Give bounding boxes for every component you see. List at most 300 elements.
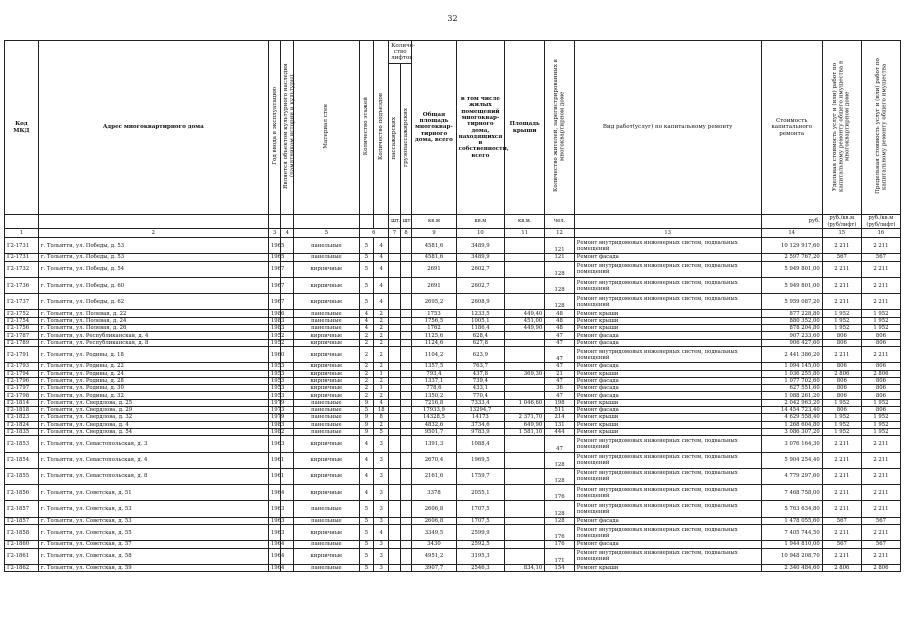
header-total-area: Общая площадь многоквар-тирного дома, всего [412, 41, 456, 215]
header-premises-area: в том числе жилых помещений многоквар-тирного дома, находящихся в собственности, всего [456, 41, 505, 215]
cell-year: 1953 [268, 363, 281, 370]
cell-u2: 806 [861, 407, 900, 414]
cell-year: 1983 [268, 421, 281, 428]
cell-cost: 5 904 254,40 [761, 452, 822, 468]
cell-year: 1953 [268, 392, 281, 399]
unit-m2-b: кв.м [456, 215, 505, 229]
header-work-type: Вид работ(услуг) по капитальному ремонту [574, 41, 761, 215]
cell-empty [389, 541, 401, 548]
cell-cost: 1 094 145,00 [761, 363, 822, 370]
cell-roof [505, 377, 545, 384]
cell-empty [389, 548, 401, 564]
cell-fl: 4 [359, 452, 374, 468]
cell-fl: 4 [359, 436, 374, 452]
cell-work: Ремонт крыши [574, 428, 761, 435]
cell-area: 3378 [412, 485, 456, 501]
cell-u2: 567 [861, 254, 900, 261]
cell-roof [505, 541, 545, 548]
cell-en: 2 [374, 325, 389, 332]
cell-area: 3907,7 [412, 564, 456, 571]
cell-u2: 806 [861, 385, 900, 392]
cell-year: 1979 [268, 414, 281, 421]
cell-roof [505, 346, 545, 362]
cell-res: 121 [545, 238, 575, 254]
cell-roof [505, 332, 545, 339]
cell-area: 793,4 [412, 370, 456, 377]
cell-u1: 1 952 [822, 428, 861, 435]
cell-cost: 10 948 208,70 [761, 548, 822, 564]
cell-year: 1967 [268, 277, 281, 293]
cell-empty [389, 421, 401, 428]
cell-en: 2 [374, 332, 389, 339]
cell-res: 176 [545, 525, 575, 541]
cell-roof [505, 254, 545, 261]
cell-addr: г. Тольятти, ул. Победы, д. 53 [38, 238, 268, 254]
cell-roof [505, 392, 545, 399]
cell-roof: 449,40 [505, 310, 545, 317]
column-number: 15 [822, 229, 861, 238]
cell-res: 176 [545, 485, 575, 501]
cell-empty [400, 485, 412, 501]
table-row [5, 254, 901, 261]
cell-area: 2695,2 [412, 294, 456, 310]
cell-cost: 627 551,60 [761, 385, 822, 392]
cell-addr: г. Тольятти, ул. Советская, д. 55 [38, 525, 268, 541]
column-number: 6 [359, 229, 389, 238]
header-year: Год ввода в эксплуатацию [268, 41, 281, 215]
cell-wall: панельные [294, 407, 359, 414]
cell-u2: 2 211 [861, 238, 900, 254]
cell-fl: 5 [359, 501, 374, 517]
cell-year: 1963 [268, 436, 281, 452]
cell-u1: 2 211 [822, 346, 861, 362]
cell-wall: кирпичные [294, 277, 359, 293]
cell-wall: панельные [294, 414, 359, 421]
cell-prem: 1707,5 [456, 517, 505, 524]
cell-kod: Г2-1787 [5, 332, 39, 339]
cell-area: 2161,6 [412, 468, 456, 484]
cell-cost: 2 340 484,60 [761, 564, 822, 571]
cell-empty [400, 346, 412, 362]
table-row [5, 517, 901, 524]
cell-u2: 2 211 [861, 501, 900, 517]
cell-prem: 2602,7 [456, 277, 505, 293]
cell-year: 1964 [268, 541, 281, 548]
cell-kod: Г2-1797 [5, 385, 39, 392]
cell-fl: 2 [359, 370, 374, 377]
table-row [5, 310, 901, 317]
cell-work: Ремонт крыши [574, 564, 761, 571]
table-row [5, 548, 901, 564]
header-entrances: Количество подъездов [374, 41, 389, 215]
cell-roof: 2 371,70 [505, 414, 545, 421]
cell-u1: 2 806 [822, 370, 861, 377]
cell-year: 1961 [268, 452, 281, 468]
cell-res: 48 [545, 317, 575, 324]
cell-fl: 4 [359, 468, 374, 484]
cell-res: 48 [545, 325, 575, 332]
cell-en: 2 [374, 346, 389, 362]
header-walls: Материал стен [294, 41, 359, 215]
cell-u1: 2 211 [822, 452, 861, 468]
column-number: 8 [400, 229, 412, 238]
column-number: 9 [412, 229, 456, 238]
cell-u1: 1 952 [822, 399, 861, 406]
cell-kod: Г2-1860 [5, 541, 39, 548]
cell-area: 1350,2 [412, 392, 456, 399]
cell-addr: г. Тольятти, ул. Родины, д. 18 [38, 346, 268, 362]
table-row [5, 377, 901, 384]
cell-u1: 2 211 [822, 525, 861, 541]
cell-en: 5 [374, 428, 389, 435]
cell-cost: 1 268 604,80 [761, 421, 822, 428]
cell-u2: 567 [861, 517, 900, 524]
cell-roof [505, 385, 545, 392]
cell-en: 4 [374, 277, 389, 293]
cell-area: 3430 [412, 541, 456, 548]
cell-u2: 2 211 [861, 468, 900, 484]
column-number-row [5, 229, 901, 238]
table-row [5, 346, 901, 362]
cell-kod: Г2-1814 [5, 399, 39, 406]
cell-addr: г. Тольятти, ул. Родины, д. 24 [38, 370, 268, 377]
cell-u2: 2 211 [861, 436, 900, 452]
cell-kod: Г2-1857 [5, 517, 39, 524]
cell-u1: 567 [822, 517, 861, 524]
cell-empty [400, 332, 412, 339]
cell-u2: 1 952 [861, 310, 900, 317]
cell-year: 1973 [268, 407, 281, 414]
cell-empty [400, 310, 412, 317]
cell-addr: г. Тольятти, ул. Полевая, д. 22 [38, 310, 268, 317]
cell-empty [400, 414, 412, 421]
cell-prem: 3195,3 [456, 548, 505, 564]
cell-empty [389, 414, 401, 421]
cell-roof: 649,90 [505, 421, 545, 428]
cell-work: Ремонт крыши [574, 310, 761, 317]
cell-wall: кирпичные [294, 363, 359, 370]
cell-wall: кирпичные [294, 261, 359, 277]
column-number: 14 [761, 229, 822, 238]
cell-prem: 3734,6 [456, 421, 505, 428]
cell-empty [400, 254, 412, 261]
cell-fl: 5 [359, 238, 374, 254]
cell-empty [400, 363, 412, 370]
cell-empty [400, 238, 412, 254]
cell-addr: г. Тольятти, ул. Родины, д. 32 [38, 392, 268, 399]
cell-res: 128 [545, 261, 575, 277]
cell-roof: 449,90 [505, 325, 545, 332]
cell-addr: г. Тольятти, ул. Советская, д. 53 [38, 517, 268, 524]
cell-work: Ремонт фасада [574, 407, 761, 414]
cell-cost: 2 597 767,20 [761, 254, 822, 261]
cell-kod: Г2-1857 [5, 501, 39, 517]
cell-u1: 806 [822, 363, 861, 370]
cell-addr: г. Тольятти, ул. Советская, д. 58 [38, 548, 268, 564]
cell-kod: Г2-1731 [5, 238, 39, 254]
header-unit-cost: Удельная стоимость услуг и (или) работ по капитальному ремонту общего имущества в многоквартирном доме [822, 41, 861, 215]
cell-cost: 3 086 307,20 [761, 428, 822, 435]
cell-wall: кирпичные [294, 370, 359, 377]
table-row [5, 294, 901, 310]
cell-prem: 628,4 [456, 332, 505, 339]
cell-empty [389, 525, 401, 541]
cell-prem: 1233,5 [456, 310, 505, 317]
cell-kod: Г2-1853 [5, 436, 39, 452]
cell-en: 3 [374, 501, 389, 517]
cell-wall: кирпичные [294, 332, 359, 339]
cell-res: 47 [545, 332, 575, 339]
cell-work: Ремонт фасада [574, 541, 761, 548]
table-row [5, 238, 901, 254]
cell-prem: 1005,1 [456, 317, 505, 324]
cell-fl: 5 [359, 407, 374, 414]
cell-kod: Г2-1736 [5, 277, 39, 293]
header-address: Адрес многоквартирного дома [38, 41, 268, 215]
cell-en: 3 [374, 468, 389, 484]
cell-kod: Г2-1756 [5, 325, 39, 332]
cell-addr: г. Тольятти, ул. Севастопольская, д. 8 [38, 468, 268, 484]
cell-res: 48 [545, 310, 575, 317]
cell-fl: 9 [359, 421, 374, 428]
column-number: 7 [389, 229, 401, 238]
cell-area: 1104,2 [412, 346, 456, 362]
cell-u2: 1 952 [861, 428, 900, 435]
table-row [5, 525, 901, 541]
cell-wall: кирпичные [294, 339, 359, 346]
cell-roof [505, 436, 545, 452]
cell-wall: кирпичные [294, 525, 359, 541]
cell-res: 121 [545, 254, 575, 261]
table-row [5, 485, 901, 501]
cell-en: 3 [374, 564, 389, 571]
cell-empty [400, 399, 412, 406]
cell-fl: 4 [359, 317, 374, 324]
cell-addr: г. Тольятти, ул. Советская, д. 53 [38, 501, 268, 517]
cell-empty [400, 277, 412, 293]
cell-work: Ремонт фасада [574, 332, 761, 339]
cell-kod: Г2-1793 [5, 363, 39, 370]
cell-u2: 2 211 [861, 548, 900, 564]
cell-area: 2691 [412, 277, 456, 293]
cell-year: 1953 [268, 377, 281, 384]
cell-addr: г. Тольятти, ул. Победы, д. 53 [38, 254, 268, 261]
cell-kod: Г2-1854 [5, 452, 39, 468]
cell-empty [389, 363, 401, 370]
table-row [5, 277, 901, 293]
cell-u2: 806 [861, 392, 900, 399]
cell-en: 4 [374, 525, 389, 541]
cell-kod: Г2-1856 [5, 485, 39, 501]
cell-area: 4832,6 [412, 421, 456, 428]
cell-prem: 1707,5 [456, 501, 505, 517]
cell-work: Ремонт фасада [574, 392, 761, 399]
header-residents: Количество жителей, зарегистрированных в многоквартирном доме [545, 41, 575, 215]
cell-cost: 2 441 386,20 [761, 346, 822, 362]
cell-empty [400, 541, 412, 548]
cell-wall: панельные [294, 564, 359, 571]
cell-cost: 5 763 634,80 [761, 501, 822, 517]
cell-prem: 763,7 [456, 363, 505, 370]
cell-work: Ремонт фасада [574, 517, 761, 524]
cell-roof [505, 261, 545, 277]
cell-work: Ремонт крыши [574, 399, 761, 406]
cell-u1: 1 952 [822, 325, 861, 332]
cell-addr: г. Тольятти, ул. Победы, д. 54 [38, 261, 268, 277]
cell-prem: 770,4 [456, 392, 505, 399]
cell-fl: 5 [359, 564, 374, 571]
cell-u2: 567 [861, 541, 900, 548]
cell-res: 21 [545, 370, 575, 377]
cell-addr: г. Тольятти, ул. Родины, д. 28 [38, 377, 268, 384]
cell-u1: 806 [822, 407, 861, 414]
cell-kod: Г2-1818 [5, 407, 39, 414]
cell-roof [505, 468, 545, 484]
cell-wall: кирпичные [294, 377, 359, 384]
cell-year: 1960 [268, 346, 281, 362]
cell-empty [400, 317, 412, 324]
cell-area: 2670,4 [412, 452, 456, 468]
cell-addr: г. Тольятти, ул. Свердлова, д. 32 [38, 414, 268, 421]
cell-fl: 5 [359, 261, 374, 277]
cell-fl: 2 [359, 339, 374, 346]
unit-rub: руб. [761, 215, 822, 229]
header-floors: Количество этажей [359, 41, 374, 215]
cell-fl: 4 [359, 325, 374, 332]
cell-u1: 2 211 [822, 548, 861, 564]
column-number: 13 [574, 229, 761, 238]
cell-u2: 2 211 [861, 294, 900, 310]
cell-empty [389, 346, 401, 362]
cell-year: 1967 [268, 261, 281, 277]
cell-roof: 451,00 [505, 317, 545, 324]
header-roof-area: Площадь крыши [505, 41, 545, 215]
cell-kod: Г2-1855 [5, 468, 39, 484]
cell-u2: 2 211 [861, 452, 900, 468]
cell-empty [389, 294, 401, 310]
cell-cost: 1 036 255,80 [761, 370, 822, 377]
table-row [5, 332, 901, 339]
cell-year: 1983 [268, 317, 281, 324]
cell-year: 1963 [268, 517, 281, 524]
cell-wall: панельные [294, 428, 359, 435]
cell-empty [389, 392, 401, 399]
cell-work: Ремонт фасада [574, 339, 761, 346]
cell-fl: 5 [359, 277, 374, 293]
cell-year: 1982 [268, 428, 281, 435]
cell-u1: 567 [822, 541, 861, 548]
cell-cost: 10 129 917,60 [761, 238, 822, 254]
cell-kod: Г2-1791 [5, 346, 39, 362]
cell-fl: 5 [359, 254, 374, 261]
table-row [5, 363, 901, 370]
cell-wall: панельные [294, 399, 359, 406]
cell-area: 1337,1 [412, 377, 456, 384]
cell-roof [505, 485, 545, 501]
cell-u2: 806 [861, 377, 900, 384]
cell-area: 2606,8 [412, 501, 456, 517]
cell-en: 2 [374, 317, 389, 324]
cell-year: 1961 [268, 468, 281, 484]
column-number: 1 [5, 229, 39, 238]
cell-empty [400, 339, 412, 346]
cell-year: 1963 [268, 501, 281, 517]
cell-u2: 1 952 [861, 414, 900, 421]
header-max-cost: Предельная стоимость услуг и (или) работ по капитальному ремонту общего имущества [861, 41, 900, 215]
table-row [5, 421, 901, 428]
cell-area: 1357,5 [412, 363, 456, 370]
cell-prem: 437,8 [456, 370, 505, 377]
cell-area: 4951,2 [412, 548, 456, 564]
cell-empty [400, 428, 412, 435]
cell-roof [505, 501, 545, 517]
cell-year: 1964 [268, 548, 281, 564]
cell-fl: 2 [359, 363, 374, 370]
cell-u1: 567 [822, 254, 861, 261]
cell-empty [400, 468, 412, 484]
cell-empty [389, 485, 401, 501]
cell-u1: 806 [822, 377, 861, 384]
cell-kod: Г2-1862 [5, 564, 39, 571]
cell-res: 128 [545, 277, 575, 293]
cell-fl: 4 [359, 310, 374, 317]
cell-en: 2 [374, 392, 389, 399]
cell-kod: Г2-1823 [5, 414, 39, 421]
cell-kod: Г2-1858 [5, 525, 39, 541]
cell-u2: 1 952 [861, 399, 900, 406]
cell-prem: 2546,3 [456, 564, 505, 571]
cell-kod: Г2-1737 [5, 294, 39, 310]
cell-empty [400, 525, 412, 541]
cell-u1: 2 211 [822, 468, 861, 484]
cell-u1: 2 211 [822, 238, 861, 254]
table-row [5, 564, 901, 571]
cell-res: 154 [545, 564, 575, 571]
cell-empty [389, 468, 401, 484]
cell-u1: 1 952 [822, 317, 861, 324]
cell-wall: панельные [294, 238, 359, 254]
cell-area: 17933,9 [412, 407, 456, 414]
cell-prem: 627,8 [456, 339, 505, 346]
table-body [5, 238, 901, 572]
cell-work: Ремонт крыши [574, 370, 761, 377]
cell-prem: 14173 [456, 414, 505, 421]
cell-kod: Г2-1752 [5, 310, 39, 317]
cell-fl: 9 [359, 399, 374, 406]
cell-cost: 5 949 801,00 [761, 277, 822, 293]
cell-u1: 1 952 [822, 310, 861, 317]
cell-res: 47 [545, 392, 575, 399]
cell-kod: Г2-1732 [5, 261, 39, 277]
cell-year: 1965 [268, 254, 281, 261]
cell-work: Ремонт внутридомовых инженерных систем, подвальных помещений [574, 468, 761, 484]
table-row [5, 501, 901, 517]
cell-en: 3 [374, 436, 389, 452]
table-row [5, 370, 901, 377]
header-lifts: Количе-ство лифтов [389, 41, 412, 64]
cell-fl: 5 [359, 517, 374, 524]
cell-work: Ремонт внутридомовых инженерных систем, подвальных помещений [574, 277, 761, 293]
cell-area: 1391,3 [412, 436, 456, 452]
table-row [5, 385, 901, 392]
cell-prem: 2055,1 [456, 485, 505, 501]
cell-fl: 9 [359, 414, 374, 421]
cell-cost: 907 233,60 [761, 332, 822, 339]
cell-roof [505, 452, 545, 468]
cell-u2: 2 211 [861, 277, 900, 293]
cell-addr: г. Тольятти, ул. Родины, д. 22 [38, 363, 268, 370]
cell-kod: Г2-1794 [5, 370, 39, 377]
